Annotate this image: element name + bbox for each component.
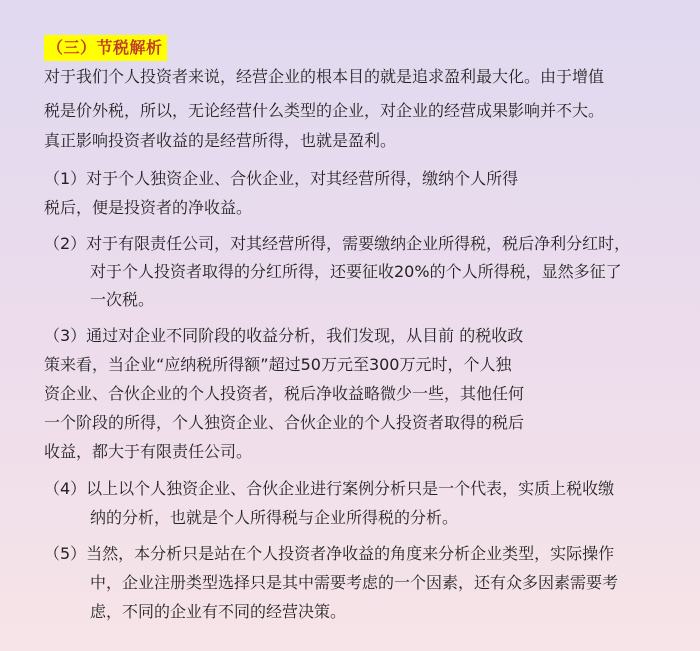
item4-line-1: （4）以上以个人独资企业、合伙企业进行案例分析只是一个代表，实质上税收缴 xyxy=(44,479,615,498)
item4-line-2: 纳的分析，也就是个人所得税与企业所得税的分析。 xyxy=(90,508,459,527)
intro-line-3: 真正影响投资者收益的是经营所得，也就是盈利。 xyxy=(44,131,397,150)
item5-line-2: 中，企业注册类型选择只是其中需要考虑的一个因素，还有众多因素需要考 xyxy=(90,573,619,592)
item1-line-1: （1）对于个人独资企业、合伙企业，对其经营所得，缴纳个人所得 xyxy=(44,169,519,188)
item5-line-1: （5）当然，本分析只是站在个人投资者净收益的角度来分析企业类型，实际操作 xyxy=(44,544,615,563)
item3-line-3: 资企业、合伙企业的个人投资者，税后净收益略微少一些，其他任何 xyxy=(44,384,525,403)
section-heading: （三）节税解析 xyxy=(44,35,167,61)
item1-line-2: 税后，便是投资者的净收益。 xyxy=(44,198,253,217)
item2-line-3: 一次税。 xyxy=(90,290,155,309)
item3-line-2: 策来看，当企业“应纳税所得额”超过50万元至300万元时，个人独 xyxy=(44,355,512,374)
item2-line-2: 对于个人投资者取得的分红所得，还要征收20%的个人所得税，显然多征了 xyxy=(90,262,622,281)
item3-line-4: 一个阶段的所得，个人独资企业、合伙企业的个人投资者取得的税后 xyxy=(44,413,525,432)
item5-line-3: 虑，不同的企业有不同的经营决策。 xyxy=(90,602,347,621)
intro-line-2: 税是价外税，所以，无论经营什么类型的企业，对企业的经营成果影响并不大。 xyxy=(44,101,605,120)
item3-line-1: （3）通过对企业不同阶段的收益分析，我们发现，从目前 的税收政 xyxy=(44,326,524,345)
intro-line-1: 对于我们个人投资者来说，经营企业的根本目的就是追求盈利最大化。由于增值 xyxy=(44,67,605,86)
item2-line-1: （2）对于有限责任公司，对其经营所得，需要缴纳企业所得税，税后净利分红时， xyxy=(44,234,631,253)
item3-line-5: 收益，都大于有限责任公司。 xyxy=(44,442,253,461)
